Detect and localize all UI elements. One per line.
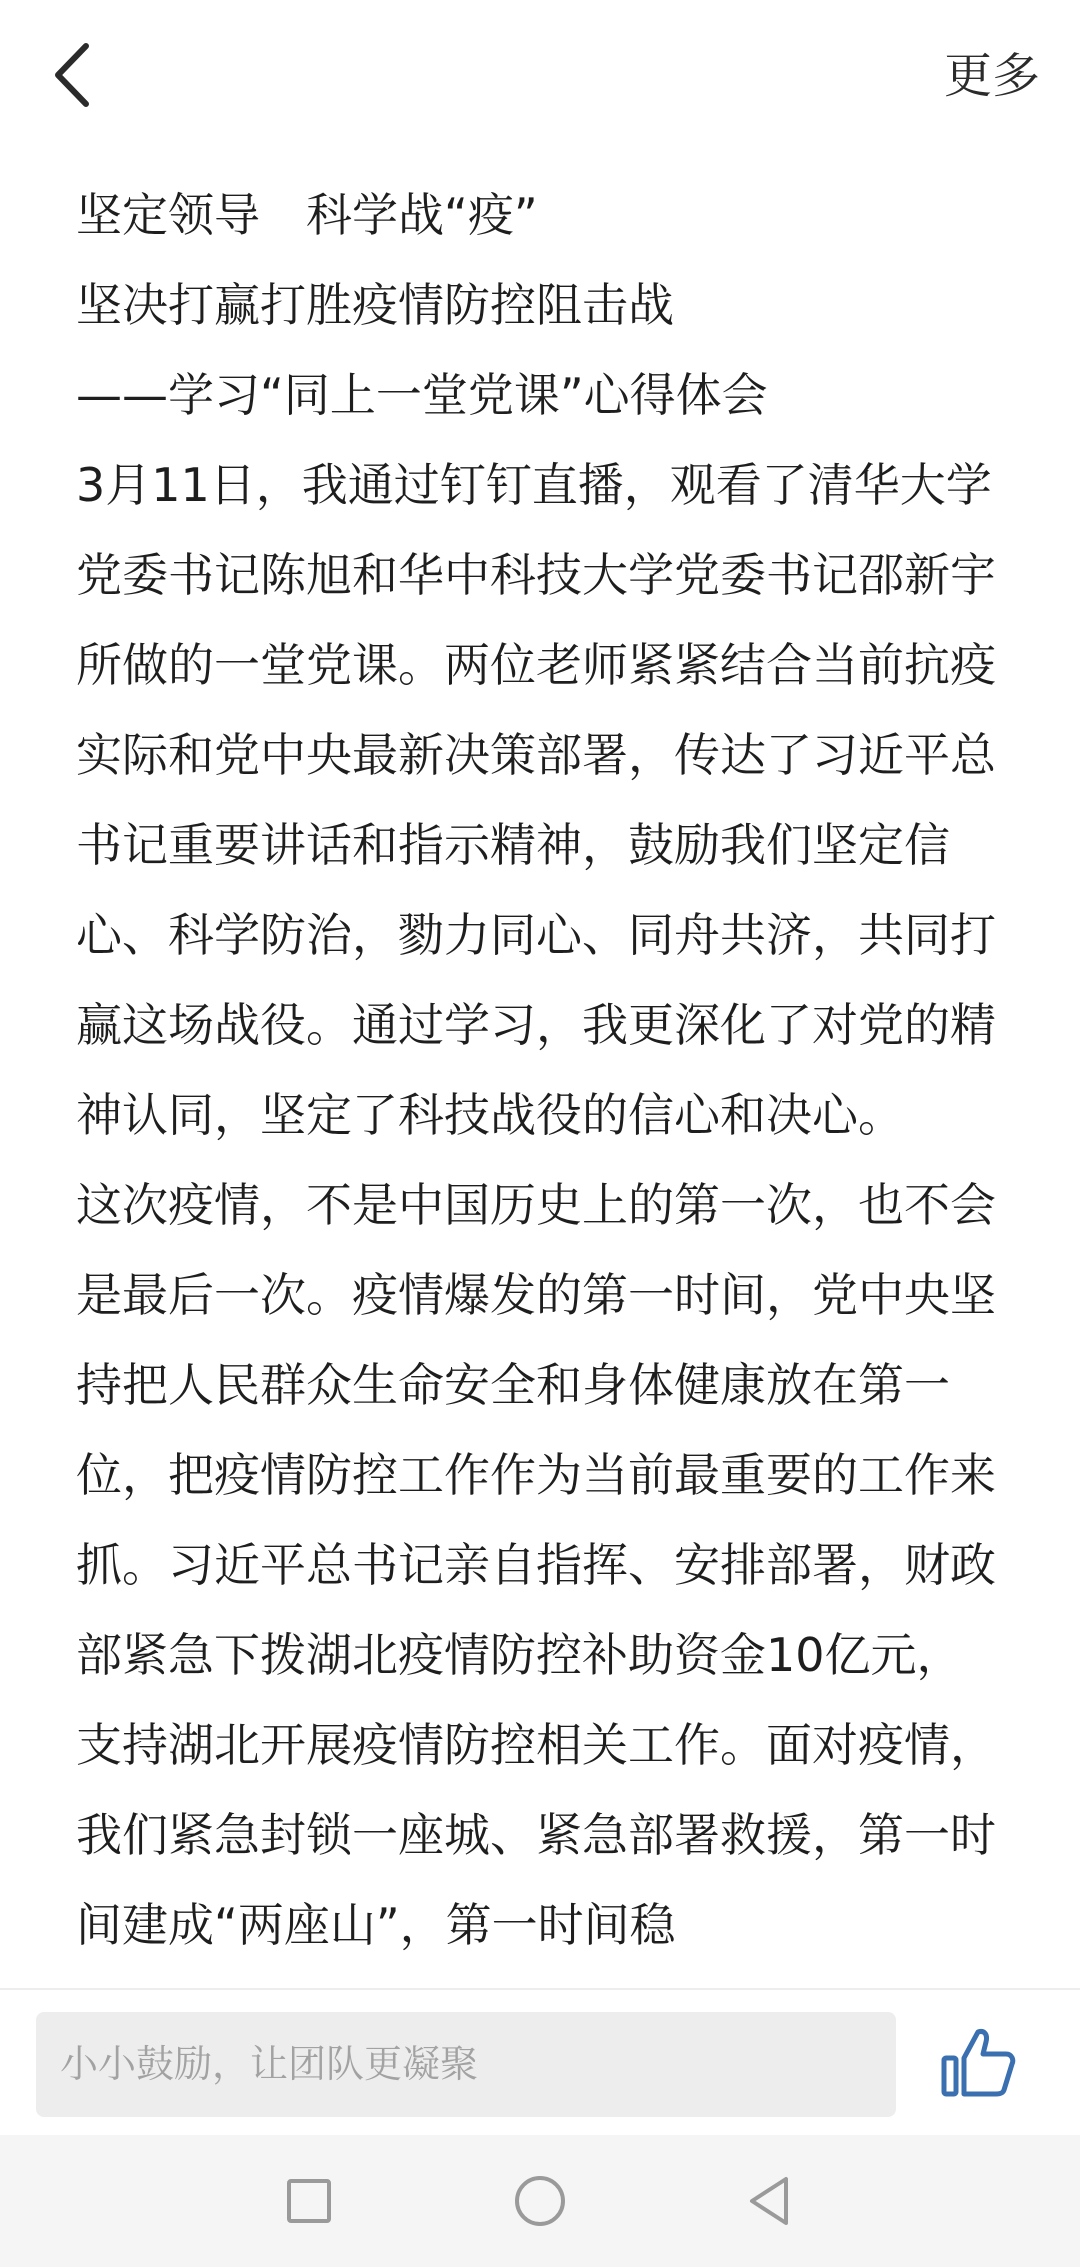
square-icon: [273, 2165, 345, 2237]
top-bar: [0, 0, 1080, 150]
article-content: [76, 170, 1006, 1988]
home-button[interactable]: [504, 2165, 576, 2237]
like-button[interactable]: [938, 2022, 1018, 2102]
system-back-button[interactable]: [734, 2165, 806, 2237]
article-title-line-1: 坚定领导 科学战“疫”: [76, 188, 538, 242]
triangle-back-icon: [734, 2165, 806, 2237]
back-button[interactable]: [40, 30, 110, 120]
article-paragraph-1: 3月11日，我通过钉钉直播，观看了清华大学党委书记陈旭和华中科技大学党委书记邵新宇所做的一堂党课。两位老师紧紧结合当前抗疫实际和党中央最新决策部署，传达了习近平总书记重要讲话和指示精神，鼓励我们坚定信心、科学防治，勠力同心、同舟共济，共同打赢这场战役。通过学习，我更深化了对党的精神认同，坚定了科技战役的信心和决心。: [76, 458, 996, 1142]
thumbs-up-icon: [938, 2022, 1018, 2102]
circle-icon: [504, 2165, 576, 2237]
article-title-line-3: ——学习“同上一堂党课”心得体会: [76, 368, 768, 422]
comment-input[interactable]: 小小鼓励，让团队更凝聚: [36, 2012, 896, 2117]
article-title-line-2: 坚决打赢打胜疫情防控阻击战: [76, 278, 674, 332]
recent-apps-button[interactable]: [273, 2165, 345, 2237]
article-paragraph-2: 这次疫情，不是中国历史上的第一次，也不会是最后一次。疫情爆发的第一时间，党中央坚持把人民群众生命安全和身体健康放在第一位，把疫情防控工作作为当前最重要的工作来抓。习近平总书记亲自指挥、安排部署，财政部紧急下拨湖北疫情防控补助资金10亿元，支持湖北开展疫情防控相关工作。面对疫情，我们紧急封锁一座城、紧急部署救援，第一时间建成“两座山”，第一时间稳: [76, 1178, 996, 1952]
system-nav-bar: [0, 2135, 1080, 2267]
more-button[interactable]: 更多: [943, 48, 1040, 104]
chevron-left-icon: [40, 30, 110, 120]
comment-bar: [0, 1988, 1080, 2135]
